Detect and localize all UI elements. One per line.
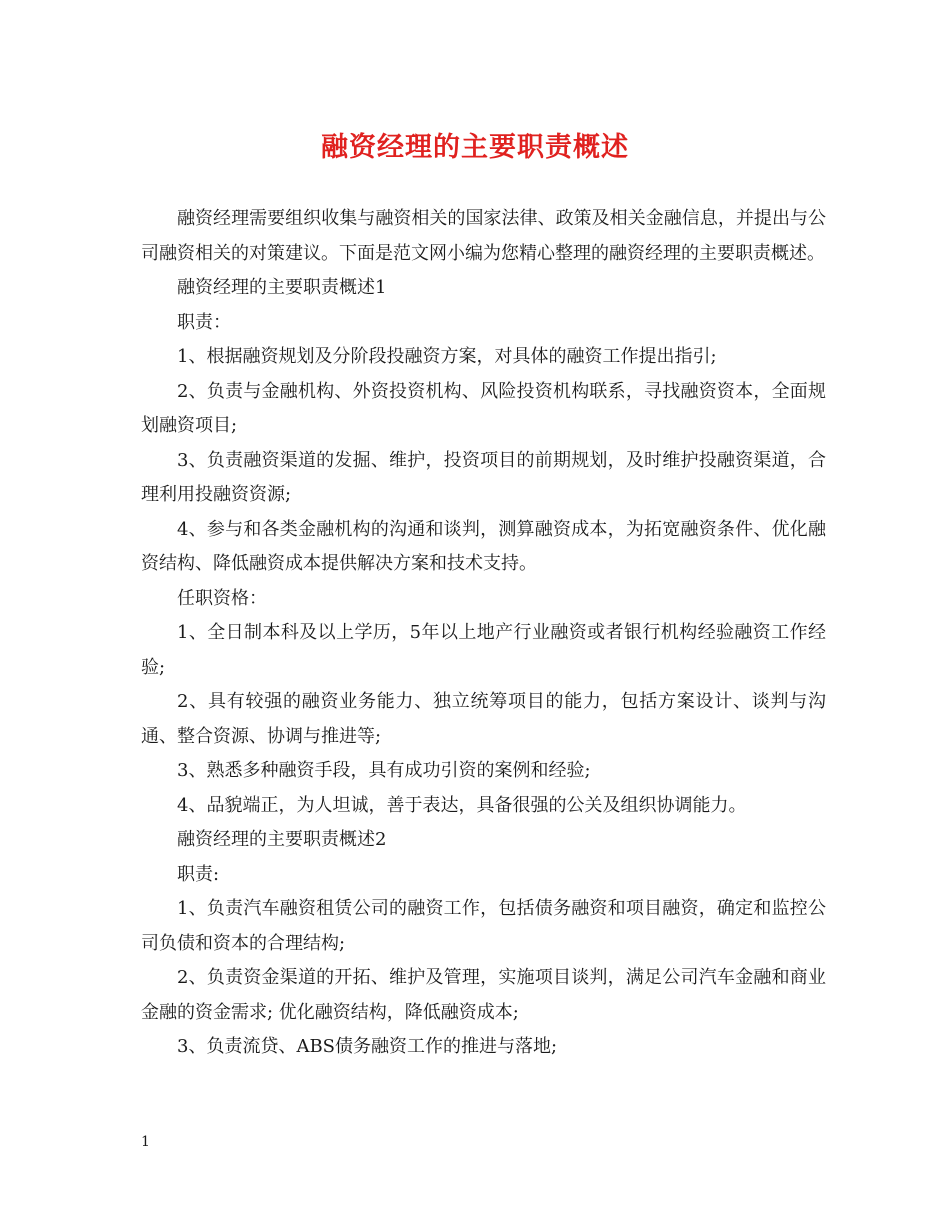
list-item: 1、全日制本科及以上学历，5年以上地产行业融资或者银行机构经验融资工作经验; <box>141 622 826 678</box>
list-item: 3、负责流贷、ABS债务融资工作的推进与落地; <box>177 1036 558 1057</box>
page-number: 1 <box>141 1134 150 1150</box>
document-body <box>141 202 826 1065</box>
list-item: 3、熟悉多种融资手段，具有成功引资的案例和经验; <box>177 760 591 781</box>
list-item: 2、负责与金融机构、外资投资机构、风险投资机构联系，寻找融资资本，全面规划融资项目; <box>141 380 826 436</box>
subheading-qualifications: 任职资格： <box>177 587 267 609</box>
list-item: 4、品貌端正，为人坦诚，善于表达，具备很强的公关及组织协调能力。 <box>177 794 747 816</box>
section-heading-2: 融资经理的主要职责概述2 <box>177 829 387 850</box>
list-item: 1、根据融资规划及分阶段投融资方案，对具体的融资工作提出指引; <box>177 346 717 367</box>
list-item: 3、负责融资渠道的发掘、维护，投资项目的前期规划，及时维护投融资渠道，合理利用投融资资源; <box>141 449 826 505</box>
subheading-duties-1: 职责： <box>177 311 231 333</box>
list-item: 1、负责汽车融资租赁公司的融资工作，包括债务融资和项目融资，确定和监控公司负债和资本的合理结构; <box>141 898 826 954</box>
list-item: 4、参与和各类金融机构的沟通和谈判，测算融资成本，为拓宽融资条件、优化融资结构、降低融资成本提供解决方案和技术支持。 <box>141 518 826 574</box>
section-heading-1: 融资经理的主要职责概述1 <box>177 277 387 298</box>
list-item: 2、具有较强的融资业务能力、独立统筹项目的能力，包括方案设计、谈判与沟通、整合资源、协调与推进等; <box>141 691 826 747</box>
document-title: 融资经理的主要职责概述 <box>321 132 629 163</box>
list-item: 2、负责资金渠道的开拓、维护及管理，实施项目谈判，满足公司汽车金融和商业金融的资金需求; 优化融资结构，降低融资成本; <box>141 967 826 1023</box>
subheading-duties-2: 职责: <box>177 863 220 885</box>
paragraph-intro: 融资经理需要组织收集与融资相关的国家法律、政策及相关金融信息，并提出与公司融资相关的对策建议。下面是范文网小编为您精心整理的融资经理的主要职责概述。 <box>141 208 826 264</box>
